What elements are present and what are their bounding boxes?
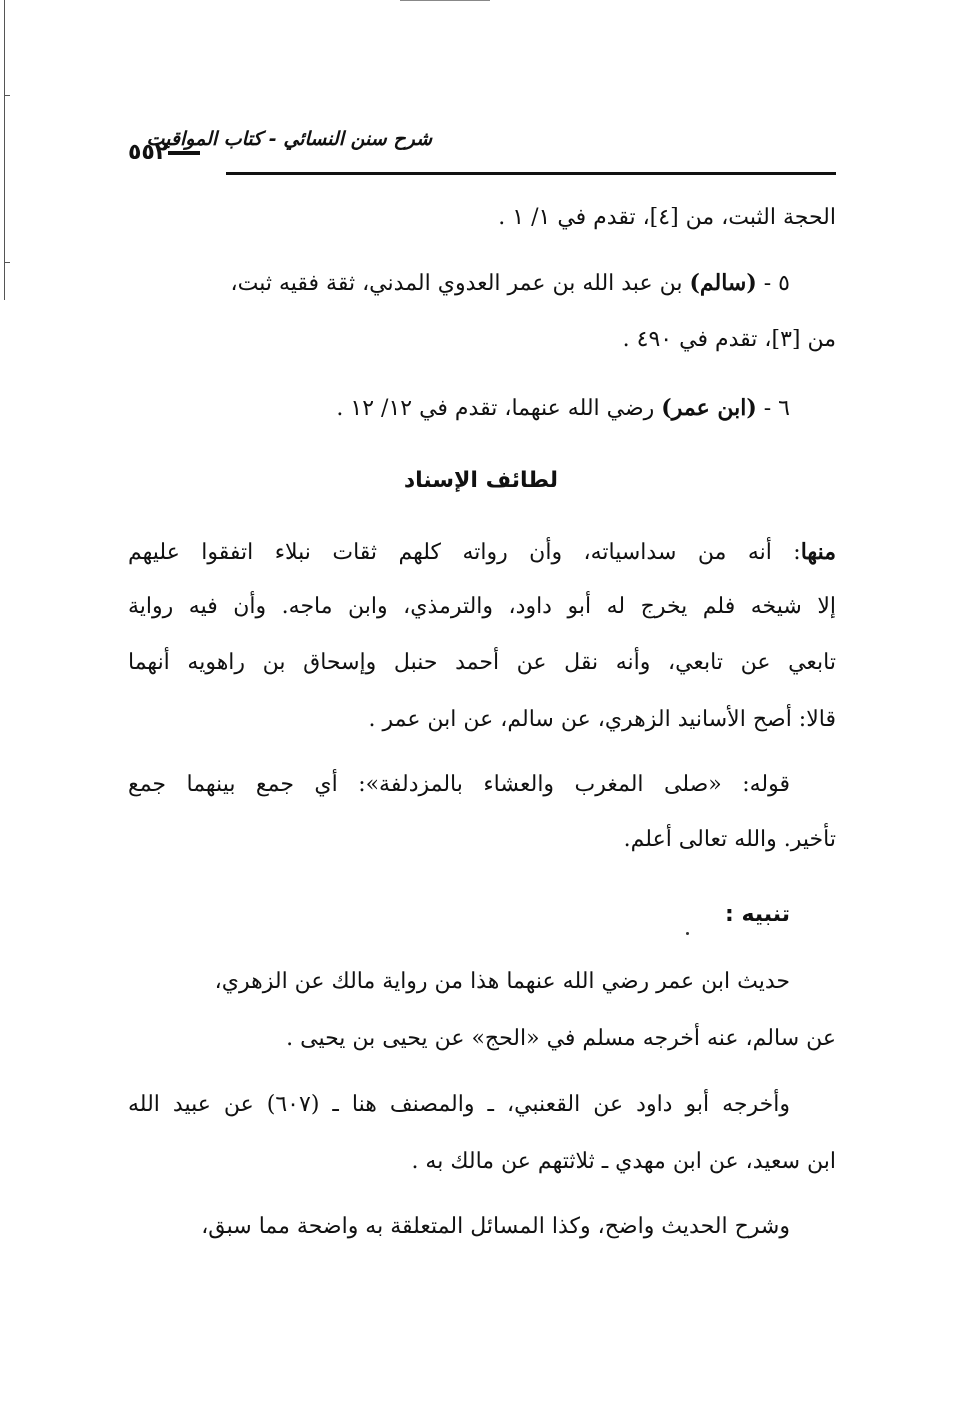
paragraph-line: قالا: أصح الأسانيد الزهري، عن سالم، عن ابن عمر .	[368, 707, 836, 732]
running-title: شرح سنن النسائي - كتاب المواقيت	[146, 128, 432, 150]
paragraph-line: تأخير. والله تعالى أعلم.	[623, 827, 836, 852]
paragraph-line: حديث ابن عمر رضي الله عنهما هذا من رواية مالك عن الزهري،	[214, 969, 790, 994]
paragraph-line: وأخرجه أبو داود عن القعنبي، ـ والمصنف هنا ـ (٦٠٧) عن عبيد الله	[128, 1092, 790, 1117]
binding-tick	[4, 95, 10, 96]
paragraph-text: : أنه من سداسياته، وأن رواته كلهم ثقات نبلاء اتفقوا عليهم	[128, 540, 801, 565]
section-title: لطائف الإسناد	[403, 468, 558, 493]
page-number-wrap	[128, 140, 208, 165]
paragraph-line: إلا شيخه فلم يخرج له أبو داود، والترمذي، وابن ماجه. وأن فيه رواية	[128, 594, 836, 619]
paragraph-line: وشرح الحديث واضح، وكذا المسائل المتعلقة به واضحة مما سبق،	[201, 1214, 790, 1239]
page-number-dash	[168, 151, 200, 155]
paragraph-line	[128, 537, 836, 568]
text-line: من [٣]، تقدم في ٤٩٠ .	[622, 327, 836, 352]
note-title: تنبيه :	[724, 902, 790, 927]
book-page	[128, 0, 836, 1408]
paragraph-lead: منها	[800, 539, 836, 565]
item-number: ٦ -	[756, 396, 790, 421]
narrator-6-line	[336, 393, 790, 424]
page-number: ٥٥٢	[128, 140, 169, 165]
header-rule	[226, 172, 836, 175]
narrator-name: (سالم)	[689, 270, 757, 296]
page-header	[128, 128, 836, 174]
narrator-details: رضي الله عنهما، تقدم في ١٢/ ١٢ .	[336, 396, 662, 421]
paragraph-line: عن سالم، عنه أخرجه مسلم في «الحج» عن يحيى بن يحيى .	[286, 1026, 836, 1051]
binding-edge-line	[4, 0, 5, 300]
paragraph-line: قوله: «صلى المغرب والعشاء بالمزدلفة»: أي جمع بينهما جمع	[128, 772, 790, 797]
binding-tick	[4, 262, 10, 263]
narrator-name: (ابن عمر)	[661, 395, 757, 421]
narrator-5-line	[231, 268, 790, 299]
paragraph-line: تابعي عن تابعي، وأنه نقل عن أحمد حنبل وإسحاق بن راهويه أنهما	[128, 650, 836, 675]
text-line: الحجة الثبت، من [٤]، تقدم في ١/ ١ .	[498, 205, 836, 230]
item-number: ٥ -	[756, 271, 790, 296]
narrator-details: بن عبد الله بن عمر العدوي المدني، ثقة فقيه ثبت،	[230, 271, 690, 296]
print-speck	[686, 932, 689, 935]
paragraph-line: ابن سعيد، عن ابن مهدي ـ ثلاثتهم عن مالك به .	[411, 1149, 836, 1174]
